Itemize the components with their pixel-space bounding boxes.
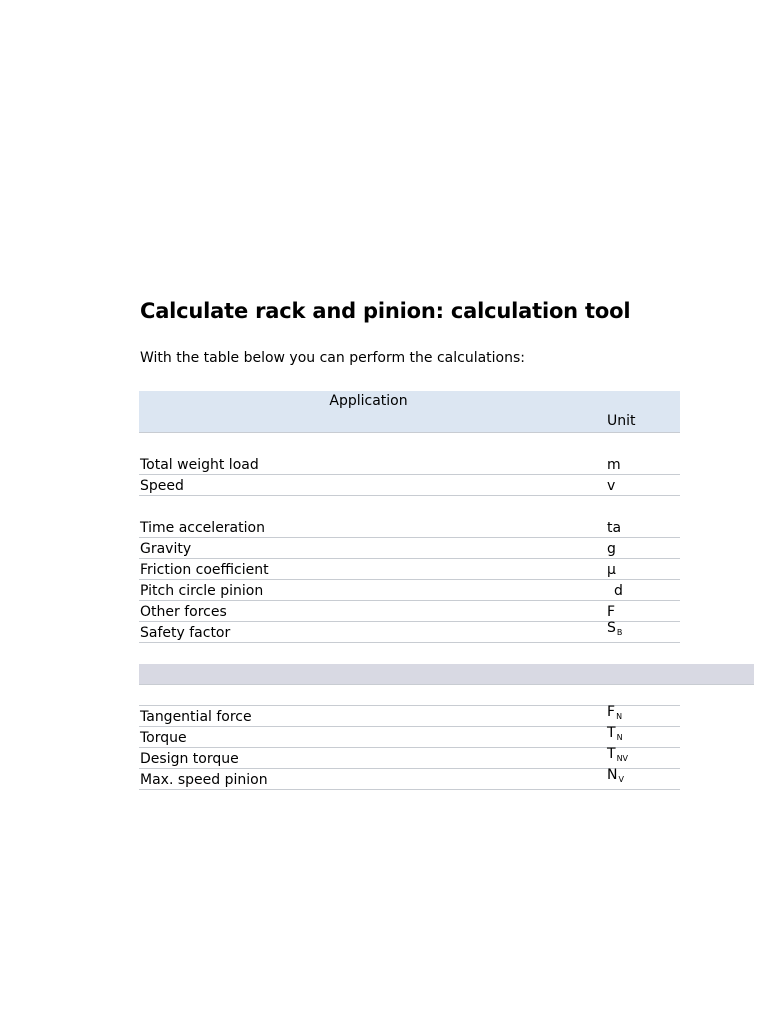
calculation-table (139, 391, 680, 790)
row-label: Total weight load (140, 457, 259, 473)
input-row-pitch-circle-pinion[interactable] (139, 580, 680, 601)
input-row-safety-factor[interactable] (139, 622, 680, 643)
input-row-total-weight-load[interactable] (139, 454, 680, 475)
row-label: Time acceleration (140, 520, 265, 536)
row-unit-symbol: m (607, 457, 621, 473)
input-row-friction-coefficient[interactable] (139, 559, 680, 580)
row-unit-symbol: F (607, 604, 616, 620)
row-label: Pitch circle pinion (140, 583, 264, 599)
row-unit-symbol: $S_B$ (607, 620, 623, 637)
result-row-design-torque (139, 748, 680, 769)
header-unit: Unit (607, 413, 636, 429)
header-application: Application (329, 393, 408, 409)
input-row-speed[interactable] (139, 475, 680, 496)
row-label: Torque (140, 730, 187, 746)
spacer-row (139, 643, 680, 664)
page-title: Calculate rack and pinion: calculation tool (140, 299, 631, 323)
result-row-max-speed-pinion (139, 769, 680, 790)
row-unit-symbol: v (607, 478, 616, 494)
row-label: Safety factor (140, 625, 231, 641)
row-label: Max. speed pinion (140, 772, 268, 788)
row-label: Speed (140, 478, 184, 494)
row-unit-symbol: μ (607, 562, 616, 578)
result-row-tangential-force (139, 706, 680, 727)
row-unit-symbol: $N_V$ (607, 767, 624, 784)
spacer-row (139, 685, 680, 706)
row-label: Friction coefficient (140, 562, 269, 578)
row-unit-symbol: g (607, 541, 616, 557)
input-row-other-forces[interactable] (139, 601, 680, 622)
result-row-torque (139, 727, 680, 748)
input-row-time-acceleration[interactable] (139, 517, 680, 538)
row-label: Gravity (140, 541, 192, 557)
results-section-band (139, 664, 754, 685)
intro-text: With the table below you can perform the calculations: (140, 350, 526, 366)
spacer-row (139, 496, 680, 517)
row-unit-symbol: ta (607, 520, 622, 536)
row-unit-symbol: $T_{NV}$ (607, 746, 629, 763)
row-unit-symbol: d (614, 583, 623, 599)
input-row-gravity[interactable] (139, 538, 680, 559)
row-unit-symbol: $T_N$ (607, 725, 623, 742)
spacer-row (139, 433, 680, 454)
row-label: Tangential force (140, 709, 252, 725)
table-header (139, 391, 680, 433)
row-unit-symbol: $F_N$ (607, 704, 623, 721)
row-label: Other forces (140, 604, 227, 620)
row-label: Design torque (140, 751, 239, 767)
